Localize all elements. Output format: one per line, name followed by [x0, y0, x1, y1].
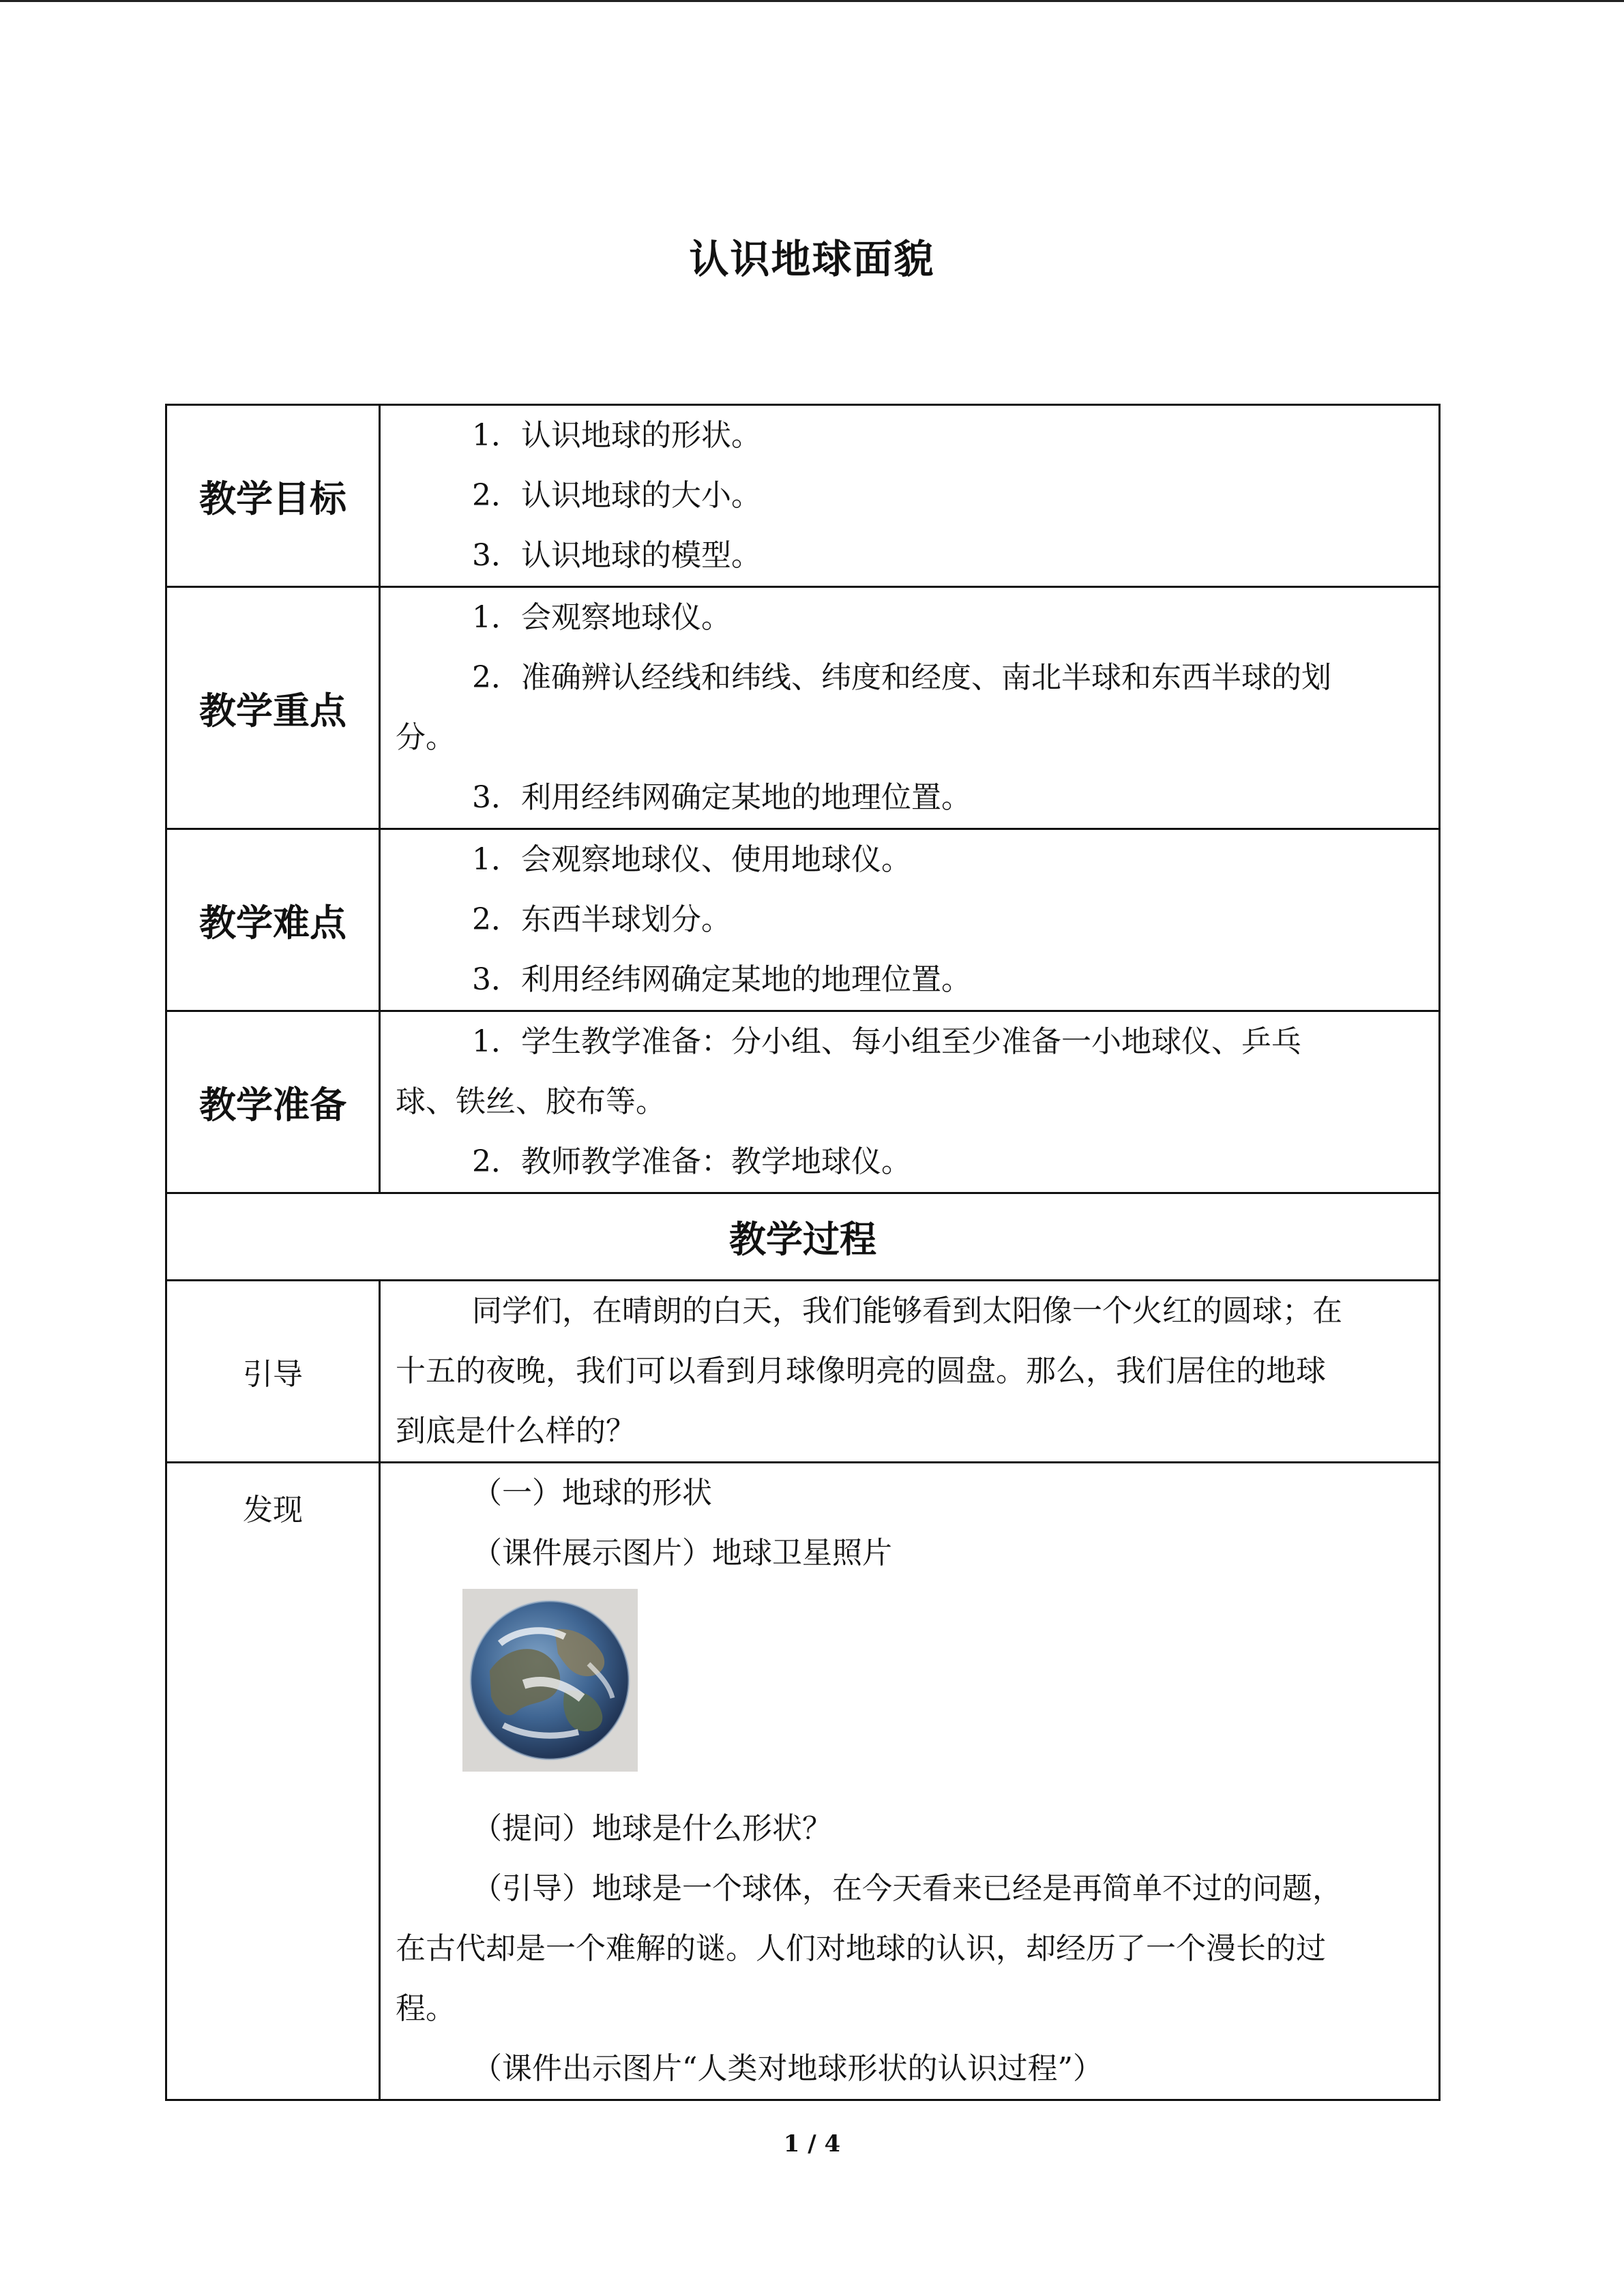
earth-icon: [462, 1589, 638, 1772]
table-row: [166, 829, 1440, 1011]
earth-satellite-photo: [462, 1589, 638, 1772]
content-line: 1．会观察地球仪。: [472, 600, 731, 635]
content-line: （引导）地球是一个球体，在今天看来已经是再简单不过的问题，: [472, 1871, 1342, 1906]
row-content-discover: [380, 1463, 1440, 2100]
page-top-border: [0, 0, 1624, 2]
content-line: 程。: [396, 1991, 456, 2026]
content-line: 在古代却是一个难解的谜。人们对地球的认识，却经历了一个漫长的过: [396, 1931, 1326, 1966]
content-line: 2．认识地球的大小。: [472, 478, 761, 513]
lesson-plan-table: [165, 404, 1441, 2101]
content-line: 十五的夜晚，我们可以看到月球像明亮的圆盘。那么，我们居住的地球: [396, 1354, 1326, 1388]
row-label-teaching-objectives: 教学目标: [166, 405, 380, 587]
content-line: 1．学生教学准备：分小组、每小组至少准备一小地球仪、乒乓: [472, 1024, 1301, 1059]
row-label-teaching-focus: 教学重点: [166, 587, 380, 829]
table-row: [166, 1011, 1440, 1193]
row-content-teaching-focus: [380, 587, 1440, 829]
content-line: （一）地球的形状: [472, 1476, 712, 1510]
content-line: 3．利用经纬网确定某地的地理位置。: [472, 962, 971, 997]
content-line: 2．东西半球划分。: [472, 902, 731, 937]
content-line: 3．认识地球的模型。: [472, 538, 761, 573]
table-row: [166, 1281, 1440, 1463]
table-row: [166, 1193, 1440, 1281]
content-line: （课件展示图片）地球卫星照片: [472, 1536, 892, 1570]
row-label-discover: 发现: [166, 1463, 380, 2100]
content-line: 同学们，在晴朗的白天，我们能够看到太阳像一个火红的圆球；在: [472, 1294, 1342, 1328]
content-line: 1．认识地球的形状。: [472, 418, 761, 453]
content-line: （提问）地球是什么形状？: [472, 1811, 832, 1846]
row-label-teaching-difficulties: 教学难点: [166, 829, 380, 1011]
table-row: [166, 1463, 1440, 2100]
content-line: 到底是什么样的？: [396, 1414, 636, 1448]
row-content-teaching-preparation: [380, 1011, 1440, 1193]
content-line: 2．教师教学准备：教学地球仪。: [472, 1144, 911, 1179]
table-row: [166, 587, 1440, 829]
content-line: 分。: [396, 720, 456, 755]
content-line: （课件出示图片“人类对地球形状的认识过程”）: [472, 2051, 1103, 2086]
content-line: 1．会观察地球仪、使用地球仪。: [472, 842, 911, 877]
row-content-teaching-objectives: [380, 405, 1440, 587]
row-label-guide: 引导: [166, 1281, 380, 1463]
document-title: 认识地球面貌: [689, 236, 935, 282]
content-line: 3．利用经纬网确定某地的地理位置。: [472, 780, 971, 815]
content-line: 球、铁丝、胶布等。: [396, 1084, 666, 1119]
page-number: 1 / 4: [783, 2130, 841, 2158]
content-line: 2．准确辨认经线和纬线、纬度和经度、南北半球和东西半球的划: [472, 660, 1331, 695]
row-content-teaching-difficulties: [380, 829, 1440, 1011]
row-content-guide: [380, 1281, 1440, 1463]
table-row: [166, 405, 1440, 587]
section-heading-teaching-process: 教学过程: [166, 1193, 1440, 1281]
row-label-teaching-preparation: 教学准备: [166, 1011, 380, 1193]
